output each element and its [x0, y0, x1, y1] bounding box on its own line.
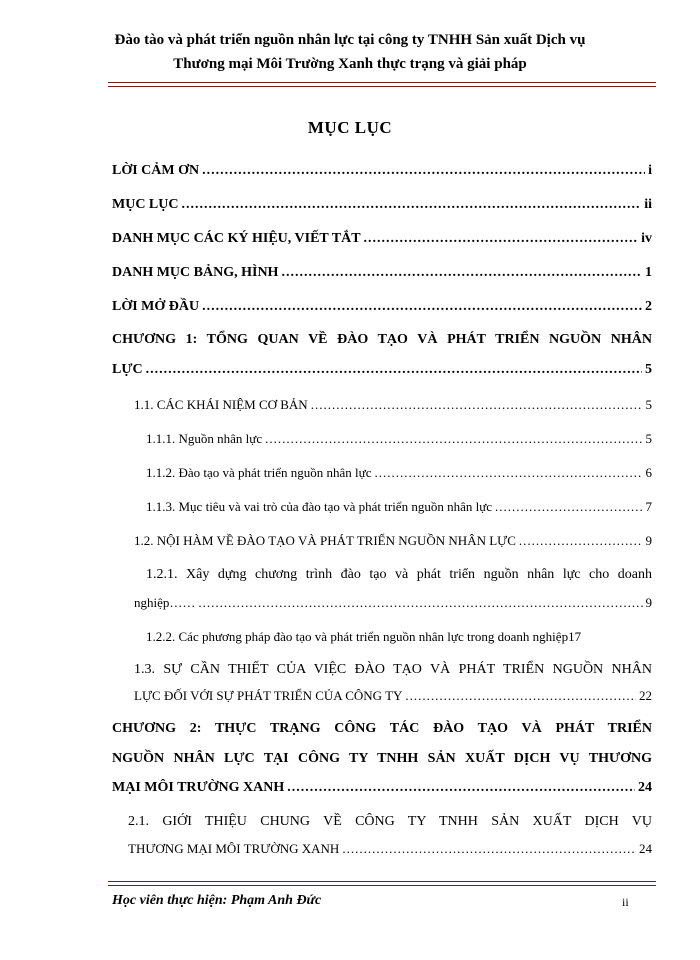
toc-leader — [374, 465, 642, 481]
toc-entry-loi-mo-dau[interactable] — [112, 299, 652, 315]
toc-label: THƯƠNG MẠI MÔI TRƯỜNG XANH — [128, 841, 340, 856]
toc-page: 24 — [638, 780, 652, 795]
toc-page: iv — [641, 231, 652, 246]
toc-leader — [495, 499, 642, 515]
toc-page: 22 — [639, 688, 652, 703]
toc-entry-loi-cam-on[interactable] — [112, 163, 652, 179]
toc-label: MẠI MÔI TRƯỜNG XANH — [112, 780, 285, 795]
toc-entry-1-2[interactable] — [134, 533, 652, 549]
header-line-2: Thương mại Môi Trường Xanh thực trạng và giải pháp — [173, 56, 527, 72]
toc-label: LỜI CẢM ƠN — [112, 163, 200, 178]
toc-label: 1.1.3. Mục tiêu và vai trò của đào tạo và phát triển nguồn nhân lực — [146, 499, 493, 514]
toc-leader — [364, 231, 639, 247]
toc-label: 1.1. CÁC KHÁI NIỆM CƠ BẢN — [134, 397, 308, 412]
toc-label: 1.2.2. Các phương pháp đào tạo và phát triển nguồn nhân lực trong doanh nghiệp — [146, 629, 569, 644]
toc-leader — [342, 841, 636, 857]
toc-entry-ky-hieu[interactable] — [112, 231, 652, 247]
header-rule — [108, 82, 656, 87]
toc-label: DANH MỤC CÁC KÝ HIỆU, VIẾT TẮT — [112, 231, 361, 246]
toc-page: 2 — [645, 299, 652, 314]
toc-label: 1.1.1. Nguồn nhân lực — [146, 431, 263, 446]
footer-page-number: ii — [622, 895, 629, 909]
toc-entry-1-2-1[interactable] — [134, 595, 652, 611]
page-title: MỤC LỤC — [307, 118, 393, 137]
toc-leader — [182, 197, 642, 213]
toc-page: 1 — [645, 265, 652, 280]
toc-entry-muc-luc[interactable] — [112, 197, 652, 213]
toc-entry-2-1[interactable] — [128, 841, 652, 857]
toc-leader — [146, 362, 642, 378]
toc-leader — [405, 688, 636, 704]
toc-entry-1-1-3[interactable] — [146, 499, 652, 515]
toc-entry-2-1-line-1[interactable]: 2.1. GIỚI THIỆU CHUNG VỀ CÔNG TY TNHH SẢN XUẤT DỊCH VỤ — [128, 814, 652, 829]
toc-entry-1-3[interactable] — [134, 688, 652, 704]
toc-entry-1-2-1-line-1[interactable]: 1.2.1. Xây dựng chương trình đào tạo và phát triển nguồn nhân lực cho doanh — [146, 567, 652, 582]
toc-page: 5 — [645, 362, 652, 377]
toc-page: 9 — [645, 595, 652, 610]
toc-entry-1-1-2[interactable] — [146, 465, 652, 481]
toc-entry-chuong-2-line-2[interactable]: NGUỒN NHÂN LỰC TẠI CÔNG TY TNHH SẢN XUẤT DỊCH VỤ THƯƠNG — [112, 751, 652, 766]
toc-label: LỰC ĐỐI VỚI SỰ PHÁT TRIỂN CỦA CÔNG TY — [134, 688, 403, 703]
toc-page: ii — [644, 197, 652, 212]
toc-leader — [202, 299, 642, 315]
toc-entry-1-2-2[interactable] — [146, 629, 652, 645]
toc-entry-1-1-1[interactable] — [146, 431, 652, 447]
toc-page: 24 — [639, 841, 652, 856]
footer-author: Học viên thực hiện: Phạm Anh Đức — [112, 893, 322, 908]
document-header — [0, 28, 700, 76]
toc-entry-chuong-2-line-1[interactable]: CHƯƠNG 2: THỰC TRẠNG CÔNG TÁC ĐÀO TẠO VÀ PHÁT TRIỂN — [112, 721, 652, 736]
toc-leader — [202, 163, 645, 179]
toc-label: nghiệp…… — [134, 595, 196, 610]
toc-page: 17 — [568, 629, 582, 644]
toc-leader — [265, 431, 642, 447]
toc-leader — [198, 595, 642, 611]
toc-leader — [281, 265, 642, 281]
toc-page: 9 — [645, 533, 652, 548]
toc-page: 6 — [645, 465, 652, 480]
toc-page: 7 — [645, 499, 652, 514]
toc-entry-1-3-line-1[interactable]: 1.3. SỰ CẦN THIẾT CỦA VIỆC ĐÀO TẠO VÀ PHÁT TRIỂN NGUỒN NHÂN — [134, 662, 652, 677]
toc-leader — [519, 533, 643, 549]
toc-page: 5 — [645, 397, 652, 412]
toc-label: 1.1.2. Đào tạo và phát triển nguồn nhân lực — [146, 465, 372, 480]
toc-entry-bang-hinh[interactable] — [112, 265, 652, 281]
toc-entry-chuong-2[interactable] — [112, 780, 652, 796]
toc-entry-1-1[interactable] — [134, 397, 652, 413]
toc-label: MỤC LỤC — [112, 197, 179, 212]
toc-label: DANH MỤC BẢNG, HÌNH — [112, 265, 279, 280]
toc-leader — [287, 780, 635, 796]
toc-entry-chuong-1[interactable] — [112, 362, 652, 378]
toc-label: 1.2. NỘI HÀM VỀ ĐÀO TẠO VÀ PHÁT TRIỂN NGUỒN NHÂN LỰC — [134, 533, 516, 548]
toc-page: 5 — [645, 431, 652, 446]
toc-page: i — [648, 163, 652, 178]
header-line-1: Đào tào và phát triển nguồn nhân lực tại công ty TNHH Sản xuất Dịch vụ — [114, 32, 586, 48]
toc-label: LỜI MỞ ĐẦU — [112, 299, 200, 314]
toc-label: LỰC — [112, 362, 143, 377]
footer-rule — [108, 881, 656, 886]
toc-leader — [311, 397, 643, 413]
toc-entry-chuong-1-line-1[interactable]: CHƯƠNG 1: TỔNG QUAN VỀ ĐÀO TẠO VÀ PHÁT TRIỂN NGUỒN NHÂN — [112, 332, 652, 347]
